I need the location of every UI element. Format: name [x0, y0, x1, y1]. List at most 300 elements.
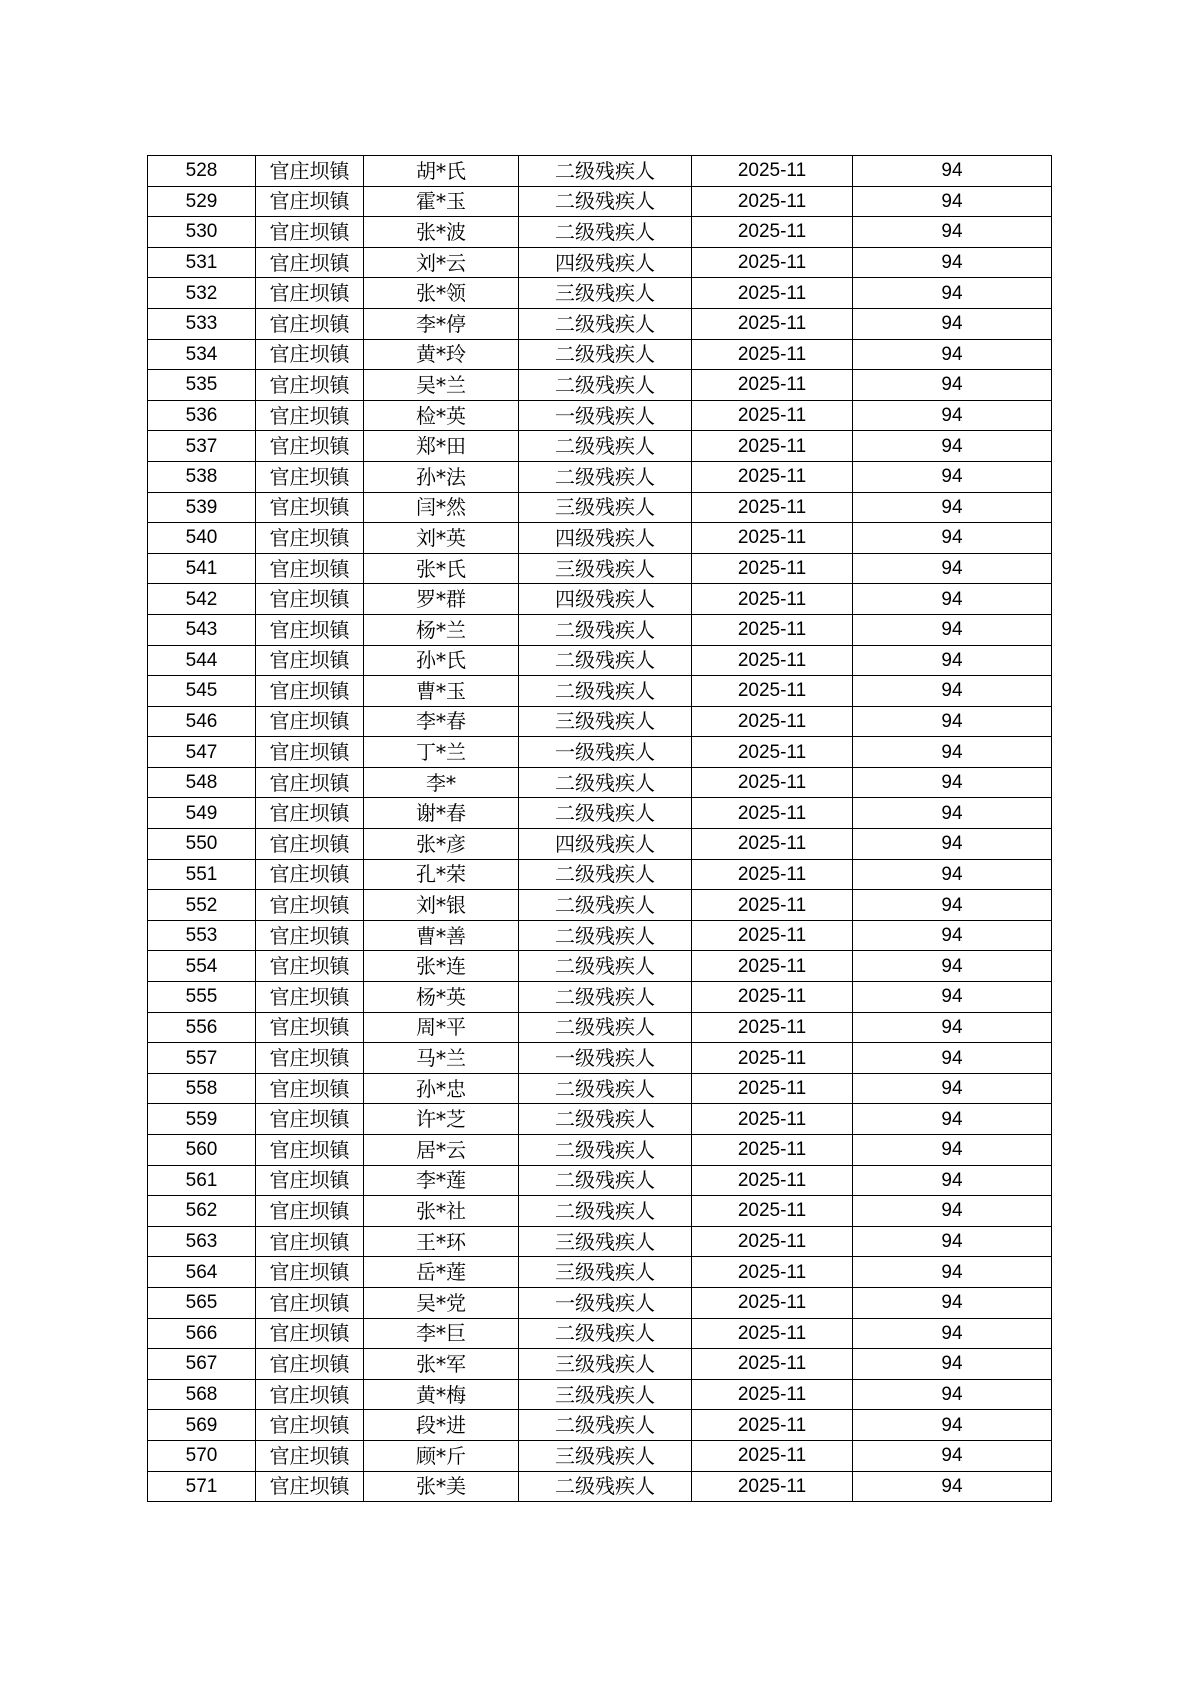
row-number-cell: 542: [148, 584, 256, 615]
table-row: [148, 767, 1052, 798]
disability-level-cell: 二级残疾人: [519, 1073, 692, 1104]
disability-level-cell: 三级残疾人: [519, 1440, 692, 1471]
person-name-cell: 张*氏: [364, 553, 519, 584]
table-row: [148, 706, 1052, 737]
town-cell: 官庄坝镇: [256, 1471, 364, 1502]
period-cell: 2025-11: [692, 798, 853, 829]
table-row: [148, 461, 1052, 492]
person-name-cell: 岳*莲: [364, 1257, 519, 1288]
row-number-cell: 567: [148, 1349, 256, 1380]
period-cell: 2025-11: [692, 186, 853, 217]
period-cell: 2025-11: [692, 676, 853, 707]
period-cell: 2025-11: [692, 400, 853, 431]
person-name-cell: 张*连: [364, 951, 519, 982]
table-row: [148, 1196, 1052, 1227]
town-cell: 官庄坝镇: [256, 1318, 364, 1349]
row-number-cell: 560: [148, 1135, 256, 1166]
row-number-cell: 551: [148, 859, 256, 890]
period-cell: 2025-11: [692, 278, 853, 309]
person-name-cell: 吴*兰: [364, 370, 519, 401]
person-name-cell: 李*春: [364, 706, 519, 737]
disability-level-cell: 一级残疾人: [519, 1043, 692, 1074]
person-name-cell: 马*兰: [364, 1043, 519, 1074]
person-name-cell: 张*波: [364, 217, 519, 248]
row-number-cell: 554: [148, 951, 256, 982]
person-name-cell: 张*领: [364, 278, 519, 309]
amount-cell: 94: [853, 1012, 1052, 1043]
table-row: [148, 156, 1052, 187]
table-row: [148, 798, 1052, 829]
table-row: [148, 645, 1052, 676]
amount-cell: 94: [853, 1196, 1052, 1227]
table-row: [148, 859, 1052, 890]
subsidy-table: [147, 155, 1052, 1502]
disability-level-cell: 二级残疾人: [519, 767, 692, 798]
town-cell: 官庄坝镇: [256, 1440, 364, 1471]
period-cell: 2025-11: [692, 645, 853, 676]
town-cell: 官庄坝镇: [256, 1196, 364, 1227]
row-number-cell: 545: [148, 676, 256, 707]
table-row: [148, 400, 1052, 431]
town-cell: 官庄坝镇: [256, 247, 364, 278]
person-name-cell: 杨*英: [364, 982, 519, 1013]
table-row: [148, 1318, 1052, 1349]
person-name-cell: 李*: [364, 767, 519, 798]
town-cell: 官庄坝镇: [256, 370, 364, 401]
table-row: [148, 217, 1052, 248]
town-cell: 官庄坝镇: [256, 492, 364, 523]
row-number-cell: 570: [148, 1440, 256, 1471]
town-cell: 官庄坝镇: [256, 553, 364, 584]
row-number-cell: 543: [148, 614, 256, 645]
person-name-cell: 段*进: [364, 1410, 519, 1441]
town-cell: 官庄坝镇: [256, 982, 364, 1013]
disability-level-cell: 四级残疾人: [519, 829, 692, 860]
amount-cell: 94: [853, 737, 1052, 768]
period-cell: 2025-11: [692, 217, 853, 248]
person-name-cell: 张*军: [364, 1349, 519, 1380]
amount-cell: 94: [853, 400, 1052, 431]
table-row: [148, 1287, 1052, 1318]
row-number-cell: 561: [148, 1165, 256, 1196]
amount-cell: 94: [853, 308, 1052, 339]
row-number-cell: 529: [148, 186, 256, 217]
amount-cell: 94: [853, 247, 1052, 278]
table-row: [148, 829, 1052, 860]
disability-level-cell: 三级残疾人: [519, 706, 692, 737]
row-number-cell: 546: [148, 706, 256, 737]
disability-level-cell: 三级残疾人: [519, 492, 692, 523]
period-cell: 2025-11: [692, 1257, 853, 1288]
period-cell: 2025-11: [692, 1135, 853, 1166]
person-name-cell: 杨*兰: [364, 614, 519, 645]
person-name-cell: 刘*英: [364, 523, 519, 554]
amount-cell: 94: [853, 1257, 1052, 1288]
person-name-cell: 曹*善: [364, 920, 519, 951]
amount-cell: 94: [853, 920, 1052, 951]
person-name-cell: 黄*玲: [364, 339, 519, 370]
town-cell: 官庄坝镇: [256, 1073, 364, 1104]
person-name-cell: 刘*银: [364, 890, 519, 921]
row-number-cell: 552: [148, 890, 256, 921]
disability-level-cell: 二级残疾人: [519, 461, 692, 492]
amount-cell: 94: [853, 1349, 1052, 1380]
row-number-cell: 553: [148, 920, 256, 951]
period-cell: 2025-11: [692, 553, 853, 584]
disability-level-cell: 二级残疾人: [519, 1104, 692, 1135]
disability-level-cell: 四级残疾人: [519, 584, 692, 615]
amount-cell: 94: [853, 829, 1052, 860]
amount-cell: 94: [853, 1043, 1052, 1074]
disability-level-cell: 二级残疾人: [519, 890, 692, 921]
row-number-cell: 531: [148, 247, 256, 278]
table-row: [148, 339, 1052, 370]
table-body: [148, 156, 1052, 1502]
amount-cell: 94: [853, 461, 1052, 492]
row-number-cell: 556: [148, 1012, 256, 1043]
period-cell: 2025-11: [692, 1165, 853, 1196]
amount-cell: 94: [853, 645, 1052, 676]
person-name-cell: 黄*梅: [364, 1379, 519, 1410]
disability-level-cell: 三级残疾人: [519, 1349, 692, 1380]
person-name-cell: 许*芝: [364, 1104, 519, 1135]
table-row: [148, 308, 1052, 339]
person-name-cell: 孙*法: [364, 461, 519, 492]
table-row: [148, 186, 1052, 217]
person-name-cell: 曹*玉: [364, 676, 519, 707]
amount-cell: 94: [853, 798, 1052, 829]
period-cell: 2025-11: [692, 1440, 853, 1471]
amount-cell: 94: [853, 1165, 1052, 1196]
row-number-cell: 536: [148, 400, 256, 431]
row-number-cell: 540: [148, 523, 256, 554]
town-cell: 官庄坝镇: [256, 431, 364, 462]
town-cell: 官庄坝镇: [256, 859, 364, 890]
amount-cell: 94: [853, 1287, 1052, 1318]
amount-cell: 94: [853, 767, 1052, 798]
table-row: [148, 431, 1052, 462]
table-row: [148, 1073, 1052, 1104]
row-number-cell: 565: [148, 1287, 256, 1318]
amount-cell: 94: [853, 1471, 1052, 1502]
person-name-cell: 李*巨: [364, 1318, 519, 1349]
disability-level-cell: 二级残疾人: [519, 431, 692, 462]
person-name-cell: 居*云: [364, 1135, 519, 1166]
period-cell: 2025-11: [692, 982, 853, 1013]
table-row: [148, 584, 1052, 615]
row-number-cell: 528: [148, 156, 256, 187]
person-name-cell: 张*美: [364, 1471, 519, 1502]
period-cell: 2025-11: [692, 706, 853, 737]
disability-level-cell: 四级残疾人: [519, 247, 692, 278]
amount-cell: 94: [853, 890, 1052, 921]
row-number-cell: 569: [148, 1410, 256, 1441]
period-cell: 2025-11: [692, 370, 853, 401]
disability-level-cell: 二级残疾人: [519, 1471, 692, 1502]
table-row: [148, 247, 1052, 278]
disability-level-cell: 二级残疾人: [519, 370, 692, 401]
period-cell: 2025-11: [692, 1471, 853, 1502]
amount-cell: 94: [853, 339, 1052, 370]
row-number-cell: 530: [148, 217, 256, 248]
table-row: [148, 982, 1052, 1013]
period-cell: 2025-11: [692, 339, 853, 370]
town-cell: 官庄坝镇: [256, 1349, 364, 1380]
town-cell: 官庄坝镇: [256, 186, 364, 217]
town-cell: 官庄坝镇: [256, 1012, 364, 1043]
row-number-cell: 549: [148, 798, 256, 829]
period-cell: 2025-11: [692, 859, 853, 890]
person-name-cell: 孙*氏: [364, 645, 519, 676]
disability-level-cell: 二级残疾人: [519, 1196, 692, 1227]
amount-cell: 94: [853, 1073, 1052, 1104]
row-number-cell: 559: [148, 1104, 256, 1135]
disability-level-cell: 一级残疾人: [519, 400, 692, 431]
row-number-cell: 571: [148, 1471, 256, 1502]
period-cell: 2025-11: [692, 1104, 853, 1135]
table-row: [148, 1440, 1052, 1471]
amount-cell: 94: [853, 706, 1052, 737]
person-name-cell: 孙*忠: [364, 1073, 519, 1104]
amount-cell: 94: [853, 492, 1052, 523]
town-cell: 官庄坝镇: [256, 1257, 364, 1288]
disability-level-cell: 二级残疾人: [519, 859, 692, 890]
town-cell: 官庄坝镇: [256, 217, 364, 248]
row-number-cell: 548: [148, 767, 256, 798]
person-name-cell: 胡*氏: [364, 156, 519, 187]
amount-cell: 94: [853, 676, 1052, 707]
person-name-cell: 顾*斤: [364, 1440, 519, 1471]
disability-level-cell: 三级残疾人: [519, 1226, 692, 1257]
row-number-cell: 547: [148, 737, 256, 768]
row-number-cell: 558: [148, 1073, 256, 1104]
row-number-cell: 564: [148, 1257, 256, 1288]
row-number-cell: 557: [148, 1043, 256, 1074]
town-cell: 官庄坝镇: [256, 676, 364, 707]
table-row: [148, 1379, 1052, 1410]
table-row: [148, 370, 1052, 401]
table-row: [148, 890, 1052, 921]
amount-cell: 94: [853, 614, 1052, 645]
period-cell: 2025-11: [692, 767, 853, 798]
town-cell: 官庄坝镇: [256, 400, 364, 431]
town-cell: 官庄坝镇: [256, 645, 364, 676]
disability-level-cell: 二级残疾人: [519, 614, 692, 645]
row-number-cell: 562: [148, 1196, 256, 1227]
town-cell: 官庄坝镇: [256, 829, 364, 860]
town-cell: 官庄坝镇: [256, 1135, 364, 1166]
person-name-cell: 周*平: [364, 1012, 519, 1043]
amount-cell: 94: [853, 370, 1052, 401]
town-cell: 官庄坝镇: [256, 156, 364, 187]
table-row: [148, 1104, 1052, 1135]
town-cell: 官庄坝镇: [256, 1043, 364, 1074]
table-row: [148, 614, 1052, 645]
row-number-cell: 535: [148, 370, 256, 401]
disability-level-cell: 二级残疾人: [519, 186, 692, 217]
row-number-cell: 555: [148, 982, 256, 1013]
amount-cell: 94: [853, 1410, 1052, 1441]
disability-level-cell: 四级残疾人: [519, 523, 692, 554]
town-cell: 官庄坝镇: [256, 767, 364, 798]
person-name-cell: 王*环: [364, 1226, 519, 1257]
disability-level-cell: 二级残疾人: [519, 920, 692, 951]
amount-cell: 94: [853, 523, 1052, 554]
person-name-cell: 谢*春: [364, 798, 519, 829]
town-cell: 官庄坝镇: [256, 461, 364, 492]
person-name-cell: 郑*田: [364, 431, 519, 462]
period-cell: 2025-11: [692, 829, 853, 860]
disability-level-cell: 二级残疾人: [519, 645, 692, 676]
row-number-cell: 563: [148, 1226, 256, 1257]
table-row: [148, 1349, 1052, 1380]
person-name-cell: 李*莲: [364, 1165, 519, 1196]
disability-level-cell: 二级残疾人: [519, 308, 692, 339]
table-row: [148, 523, 1052, 554]
disability-level-cell: 二级残疾人: [519, 676, 692, 707]
disability-level-cell: 一级残疾人: [519, 737, 692, 768]
table-row: [148, 1410, 1052, 1441]
person-name-cell: 张*彦: [364, 829, 519, 860]
period-cell: 2025-11: [692, 890, 853, 921]
town-cell: 官庄坝镇: [256, 890, 364, 921]
disability-level-cell: 三级残疾人: [519, 1257, 692, 1288]
period-cell: 2025-11: [692, 737, 853, 768]
period-cell: 2025-11: [692, 614, 853, 645]
town-cell: 官庄坝镇: [256, 339, 364, 370]
person-name-cell: 张*社: [364, 1196, 519, 1227]
disability-level-cell: 三级残疾人: [519, 1379, 692, 1410]
amount-cell: 94: [853, 859, 1052, 890]
amount-cell: 94: [853, 431, 1052, 462]
period-cell: 2025-11: [692, 1043, 853, 1074]
amount-cell: 94: [853, 1318, 1052, 1349]
disability-level-cell: 二级残疾人: [519, 798, 692, 829]
period-cell: 2025-11: [692, 431, 853, 462]
row-number-cell: 538: [148, 461, 256, 492]
period-cell: 2025-11: [692, 492, 853, 523]
amount-cell: 94: [853, 1104, 1052, 1135]
table-row: [148, 1012, 1052, 1043]
disability-level-cell: 二级残疾人: [519, 982, 692, 1013]
period-cell: 2025-11: [692, 1410, 853, 1441]
town-cell: 官庄坝镇: [256, 1410, 364, 1441]
table-row: [148, 1135, 1052, 1166]
disability-level-cell: 一级残疾人: [519, 1287, 692, 1318]
town-cell: 官庄坝镇: [256, 614, 364, 645]
amount-cell: 94: [853, 1440, 1052, 1471]
disability-level-cell: 二级残疾人: [519, 1165, 692, 1196]
town-cell: 官庄坝镇: [256, 706, 364, 737]
period-cell: 2025-11: [692, 1196, 853, 1227]
disability-level-cell: 二级残疾人: [519, 1410, 692, 1441]
amount-cell: 94: [853, 1379, 1052, 1410]
disability-level-cell: 二级残疾人: [519, 217, 692, 248]
table-row: [148, 737, 1052, 768]
period-cell: 2025-11: [692, 523, 853, 554]
table-row: [148, 920, 1052, 951]
town-cell: 官庄坝镇: [256, 951, 364, 982]
town-cell: 官庄坝镇: [256, 1379, 364, 1410]
amount-cell: 94: [853, 1226, 1052, 1257]
town-cell: 官庄坝镇: [256, 1287, 364, 1318]
table-row: [148, 278, 1052, 309]
period-cell: 2025-11: [692, 1073, 853, 1104]
town-cell: 官庄坝镇: [256, 278, 364, 309]
person-name-cell: 闫*然: [364, 492, 519, 523]
town-cell: 官庄坝镇: [256, 737, 364, 768]
person-name-cell: 罗*群: [364, 584, 519, 615]
town-cell: 官庄坝镇: [256, 308, 364, 339]
table-row: [148, 1165, 1052, 1196]
row-number-cell: 532: [148, 278, 256, 309]
person-name-cell: 吴*党: [364, 1287, 519, 1318]
row-number-cell: 541: [148, 553, 256, 584]
period-cell: 2025-11: [692, 1287, 853, 1318]
table-row: [148, 676, 1052, 707]
table-row: [148, 1043, 1052, 1074]
disability-level-cell: 二级残疾人: [519, 1318, 692, 1349]
disability-level-cell: 二级残疾人: [519, 156, 692, 187]
town-cell: 官庄坝镇: [256, 523, 364, 554]
table-row: [148, 1226, 1052, 1257]
row-number-cell: 544: [148, 645, 256, 676]
row-number-cell: 550: [148, 829, 256, 860]
period-cell: 2025-11: [692, 1318, 853, 1349]
amount-cell: 94: [853, 553, 1052, 584]
disability-level-cell: 二级残疾人: [519, 951, 692, 982]
amount-cell: 94: [853, 278, 1052, 309]
table-row: [148, 1257, 1052, 1288]
person-name-cell: 李*停: [364, 308, 519, 339]
table-row: [148, 951, 1052, 982]
period-cell: 2025-11: [692, 1012, 853, 1043]
town-cell: 官庄坝镇: [256, 1104, 364, 1135]
amount-cell: 94: [853, 217, 1052, 248]
amount-cell: 94: [853, 186, 1052, 217]
period-cell: 2025-11: [692, 247, 853, 278]
amount-cell: 94: [853, 584, 1052, 615]
table-row: [148, 553, 1052, 584]
disability-level-cell: 三级残疾人: [519, 278, 692, 309]
town-cell: 官庄坝镇: [256, 920, 364, 951]
period-cell: 2025-11: [692, 1226, 853, 1257]
row-number-cell: 533: [148, 308, 256, 339]
disability-level-cell: 三级残疾人: [519, 553, 692, 584]
row-number-cell: 539: [148, 492, 256, 523]
row-number-cell: 566: [148, 1318, 256, 1349]
town-cell: 官庄坝镇: [256, 584, 364, 615]
town-cell: 官庄坝镇: [256, 1226, 364, 1257]
amount-cell: 94: [853, 156, 1052, 187]
period-cell: 2025-11: [692, 308, 853, 339]
table-row: [148, 492, 1052, 523]
person-name-cell: 丁*兰: [364, 737, 519, 768]
period-cell: 2025-11: [692, 461, 853, 492]
person-name-cell: 检*英: [364, 400, 519, 431]
row-number-cell: 534: [148, 339, 256, 370]
period-cell: 2025-11: [692, 584, 853, 615]
period-cell: 2025-11: [692, 920, 853, 951]
disability-level-cell: 二级残疾人: [519, 339, 692, 370]
person-name-cell: 刘*云: [364, 247, 519, 278]
row-number-cell: 568: [148, 1379, 256, 1410]
period-cell: 2025-11: [692, 156, 853, 187]
amount-cell: 94: [853, 1135, 1052, 1166]
disability-level-cell: 二级残疾人: [519, 1012, 692, 1043]
town-cell: 官庄坝镇: [256, 1165, 364, 1196]
person-name-cell: 霍*玉: [364, 186, 519, 217]
